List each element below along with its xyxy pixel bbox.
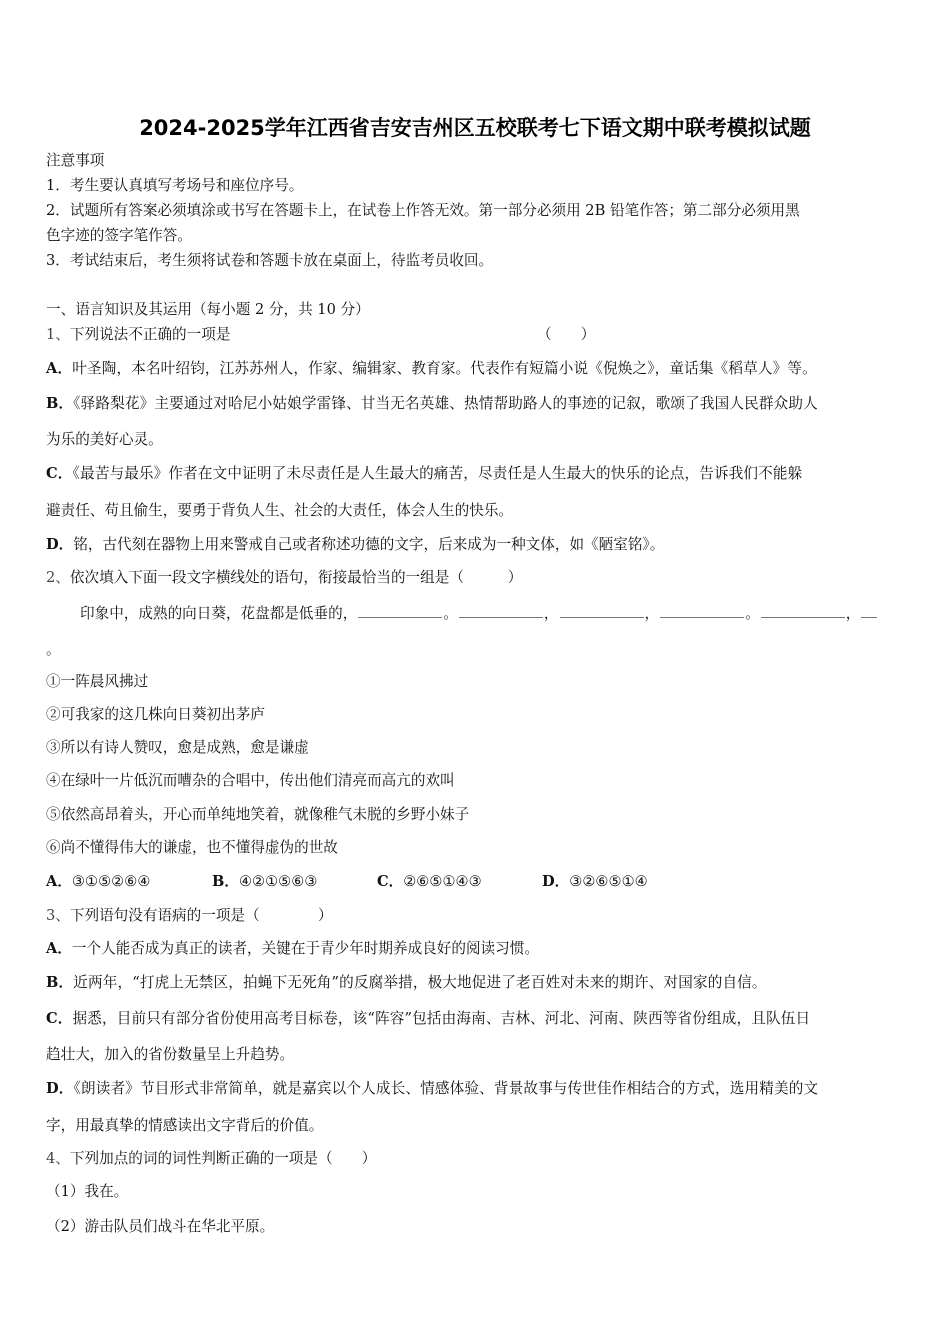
notice-item: 色字迹的签字笔作答。: [46, 227, 192, 244]
choice-label: C．: [377, 873, 404, 890]
choice-label: D．: [542, 873, 570, 890]
option-a: [46, 939, 539, 959]
option-a: [46, 359, 817, 379]
sentence-item: ⑤依然高昂着头，开心而单纯地笑着，就像稚气未脱的乡野小妹子: [46, 806, 470, 823]
option-text: 一个人能否成为真正的读者，关键在于青少年时期养成良好的阅读习惯。: [71, 940, 539, 957]
choice-c: [377, 872, 482, 892]
notice-item: 2．试题所有答案必须填涂或书写在答题卡上，在试卷上作答无效。第一部分必须用 2B 铅笔作答；第二部分必须用黑: [46, 202, 800, 219]
punct: ，: [644, 605, 660, 622]
fill-blank-3[interactable]: [560, 603, 644, 618]
question-4-stem: [46, 1149, 376, 1169]
choice-value: ③②⑥⑤①④: [569, 873, 648, 890]
option-label: C．: [46, 465, 73, 482]
passage-lead: 印象中，成熟的向日葵，花盘都是低垂的，: [80, 605, 358, 622]
fill-blank-6[interactable]: [861, 603, 877, 618]
option-d: [46, 535, 664, 555]
question-text: 下列加点的词的词性判断正确的一项是（ ）: [69, 1150, 377, 1167]
sub-item: （1）我在。: [46, 1183, 129, 1200]
question-number: 4、: [46, 1150, 70, 1167]
option-b: [46, 394, 818, 414]
question-number: 1、: [46, 326, 70, 343]
choice-label: A．: [46, 873, 72, 890]
choice-value: ②⑥⑤①④③: [403, 873, 482, 890]
option-text: 《驿路梨花》主要通过对哈尼小姑娘学雷锋、甘当无名英雄、热情帮助路人的事迹的记叙，歌颂了我国人民群众助人: [73, 395, 818, 412]
option-c-continued: 趋壮大，加入的省份数量呈上升趋势。: [46, 1046, 295, 1063]
punct: 。: [443, 605, 458, 622]
option-c: [46, 464, 802, 484]
sentence-item: ③所以有诗人赞叹，愈是成熟，愈是谦虚: [46, 739, 309, 756]
fill-blank-4[interactable]: [660, 603, 744, 618]
sub-item: （2）游击队员们战斗在华北平原。: [46, 1218, 275, 1235]
option-label: B．: [46, 974, 74, 991]
choice-d: [542, 872, 648, 892]
choice-b: [212, 872, 317, 892]
question-1-stem: [46, 325, 230, 345]
option-label: A．: [46, 360, 73, 377]
fill-blank-5[interactable]: [761, 603, 845, 618]
question-text: 依次填入下面一段文字横线处的语句，衔接最恰当的一组是（ ）: [69, 569, 523, 586]
choice-value: ③①⑤②⑥④: [71, 873, 151, 890]
sentence-item: ②可我家的这几株向日葵初出茅庐: [46, 706, 265, 723]
question-number: 2、: [46, 569, 70, 586]
sentence-item: ⑥尚不懂得伟大的谦虚，也不懂得虚伪的世故: [46, 839, 338, 856]
fill-blank-1[interactable]: [358, 603, 442, 618]
question-text: 下列说法不正确的一项是: [69, 326, 231, 343]
option-b-continued: 为乐的美好心灵。: [46, 431, 163, 448]
punct: ，: [845, 605, 861, 622]
punct: 。: [745, 605, 760, 622]
option-c-continued: 避责任、苟且偷生，要勇于背负人生、社会的大责任，体会人生的快乐。: [46, 502, 514, 519]
choice-label: B．: [212, 873, 239, 890]
section-heading: 一、语言知识及其运用（每小题 2 分，共 10 分）: [46, 301, 370, 318]
option-text: 近两年，“打虎上无禁区，拍蝇下无死角”的反腐举措，极大地促进了老百姓对未来的期许、对国家的自信。: [73, 974, 767, 991]
option-label: D．: [46, 536, 74, 553]
choice-a: [46, 872, 150, 892]
option-label: C．: [46, 1010, 73, 1027]
option-text: 铭，古代刻在器物上用来警戒自己或者称述功德的文字，后来成为一种文体，如《陋室铭》。: [73, 536, 665, 553]
question-2-stem: [46, 568, 522, 588]
notice-item: 1．考生要认真填写考场号和座位序号。: [46, 177, 304, 194]
question-3-stem: [46, 906, 333, 926]
option-text: 《朗读者》节目形式非常简单，就是嘉宾以个人成长、情感体验、背景故事与传世佳作相结合的方式，选用精美的文: [73, 1080, 819, 1097]
option-text: 据悉，目前只有部分省份使用高考目标卷，该“阵容”包括由海南、吉林、河北、河南、陕西等省份组成，且队伍日: [72, 1010, 811, 1027]
option-b: [46, 973, 767, 993]
question-number: 3、: [46, 907, 70, 924]
page-title: 2024-2025学年江西省吉安吉州区五校联考七下语文期中联考模拟试题: [139, 116, 811, 140]
option-text: 叶圣陶，本名叶绍钧，江苏苏州人，作家、编辑家、教育家。代表作有短篇小说《倪焕之》，童话集《稻草人》等。: [72, 360, 817, 377]
notice-heading: 注意事项: [46, 152, 105, 169]
option-d: [46, 1079, 818, 1099]
fill-blank-2[interactable]: [459, 603, 543, 618]
option-d-continued: 字，用最真挚的情感读出文字背后的价值。: [46, 1117, 324, 1134]
option-text: 《最苦与最乐》作者在文中证明了未尽责任是人生最大的痛苦，尽责任是人生最大的快乐的论点，告诉我们不能躲: [72, 465, 803, 482]
option-label: A．: [46, 940, 72, 957]
passage-line: [80, 603, 878, 624]
punct: ，: [543, 605, 559, 622]
passage-end-mark: 。: [46, 641, 61, 658]
notice-item: 3．考试结束后，考生须将试卷和答题卡放在桌面上，待监考员收回。: [46, 252, 494, 269]
sentence-item: ①一阵晨风拂过: [46, 673, 149, 690]
choice-value: ④②①⑤⑥③: [238, 873, 318, 890]
answer-paren: （ ）: [537, 326, 596, 343]
option-label: D．: [46, 1080, 74, 1097]
sentence-item: ④在绿叶一片低沉而嘈杂的合唱中，传出他们清亮而高亢的欢叫: [46, 772, 455, 789]
question-text: 下列语句没有语病的一项是（ ）: [69, 907, 333, 924]
option-c: [46, 1009, 810, 1029]
option-label: B．: [46, 395, 74, 412]
